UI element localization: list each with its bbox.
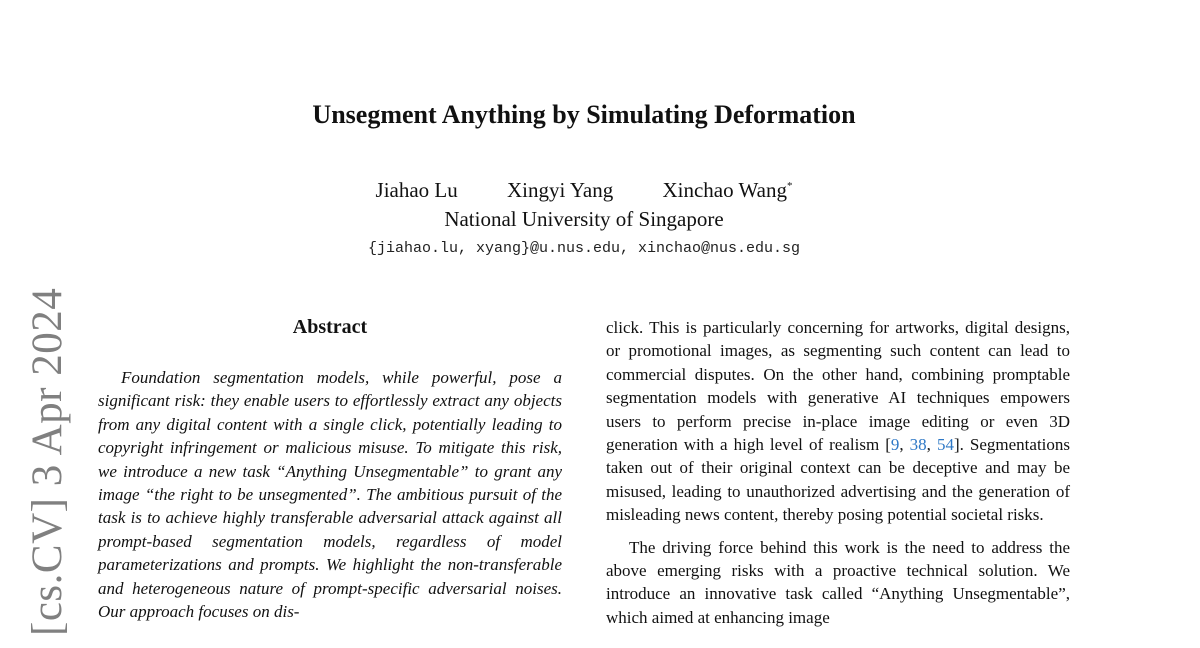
author-2	[507, 178, 613, 202]
citation-separator: ,	[899, 435, 910, 455]
author-2-name: Xingyi Yang	[507, 178, 614, 202]
abstract-heading: Abstract	[292, 316, 368, 338]
author-1	[376, 178, 458, 202]
intro-paragraph-1-text-b: ]. Segmentations taken out of their original context can be deceptive and may be misused, leading to unauthorized advertising and the generation of misleading news content, thereby posing potential societal risks.	[606, 435, 1071, 525]
citation-link-9[interactable]: 9	[890, 435, 900, 455]
author-3-name: Xinchao Wang	[662, 178, 787, 202]
paper-title: Unsegment Anything by Simulating Deformation	[312, 100, 856, 129]
author-emails: {jiahao.lu, xyang}@u.nus.edu, xinchao@nus.edu.sg	[367, 240, 801, 257]
intro-paragraph-1-text-a: click. This is particularly concerning for artworks, digital designs, or promotional images, as segmenting such content can lead to commercial disputes. On the other hand, combining promptable segmentation models with generative AI techniques empowers users to perform precise in-place image editing or even 3D generation with a high level of realism [	[606, 318, 1070, 455]
arxiv-side-stamp: [cs.CV] 3 Apr 2024	[24, 287, 71, 636]
citation-link-38[interactable]: 38	[909, 435, 927, 455]
author-3	[662, 178, 792, 202]
intro-paragraph-2: The driving force behind this work is the need to address the above emerging risks with a proactive technical solution. We introduce an innovative task called “Anything Unsegmentable”, which aimed at enhancing image	[606, 537, 1070, 627]
right-column	[606, 316, 1070, 629]
abstract-body: Foundation segmentation models, while powerful, pose a significant risk: they enable users to effortlessly extract any objects from any digital content with a single click, potentially leading to copyright infringement or malicious misuse. To mitigate this risk, we introduce a new task “Anything Unsegmentable” to grant any image “the right to be unsegmented”. The ambitious pursuit of the task is to achieve highly transferable adversarial attack against all prompt-based segmentation models, regardless of model parameterizations and prompts. We highlight the non-transferable and heterogeneous nature of prompt-specific adversarial noises. Our approach focuses on dis-	[98, 368, 562, 622]
author-list	[0, 176, 1168, 204]
intro-paragraph-1	[606, 316, 1070, 527]
author-1-name: Jiahao Lu	[375, 178, 458, 202]
citation-link-54[interactable]: 54	[936, 435, 954, 455]
citation-separator: ,	[926, 435, 937, 455]
affiliation: National University of Singapore	[444, 207, 724, 231]
corresponding-author-mark: *	[786, 180, 793, 192]
